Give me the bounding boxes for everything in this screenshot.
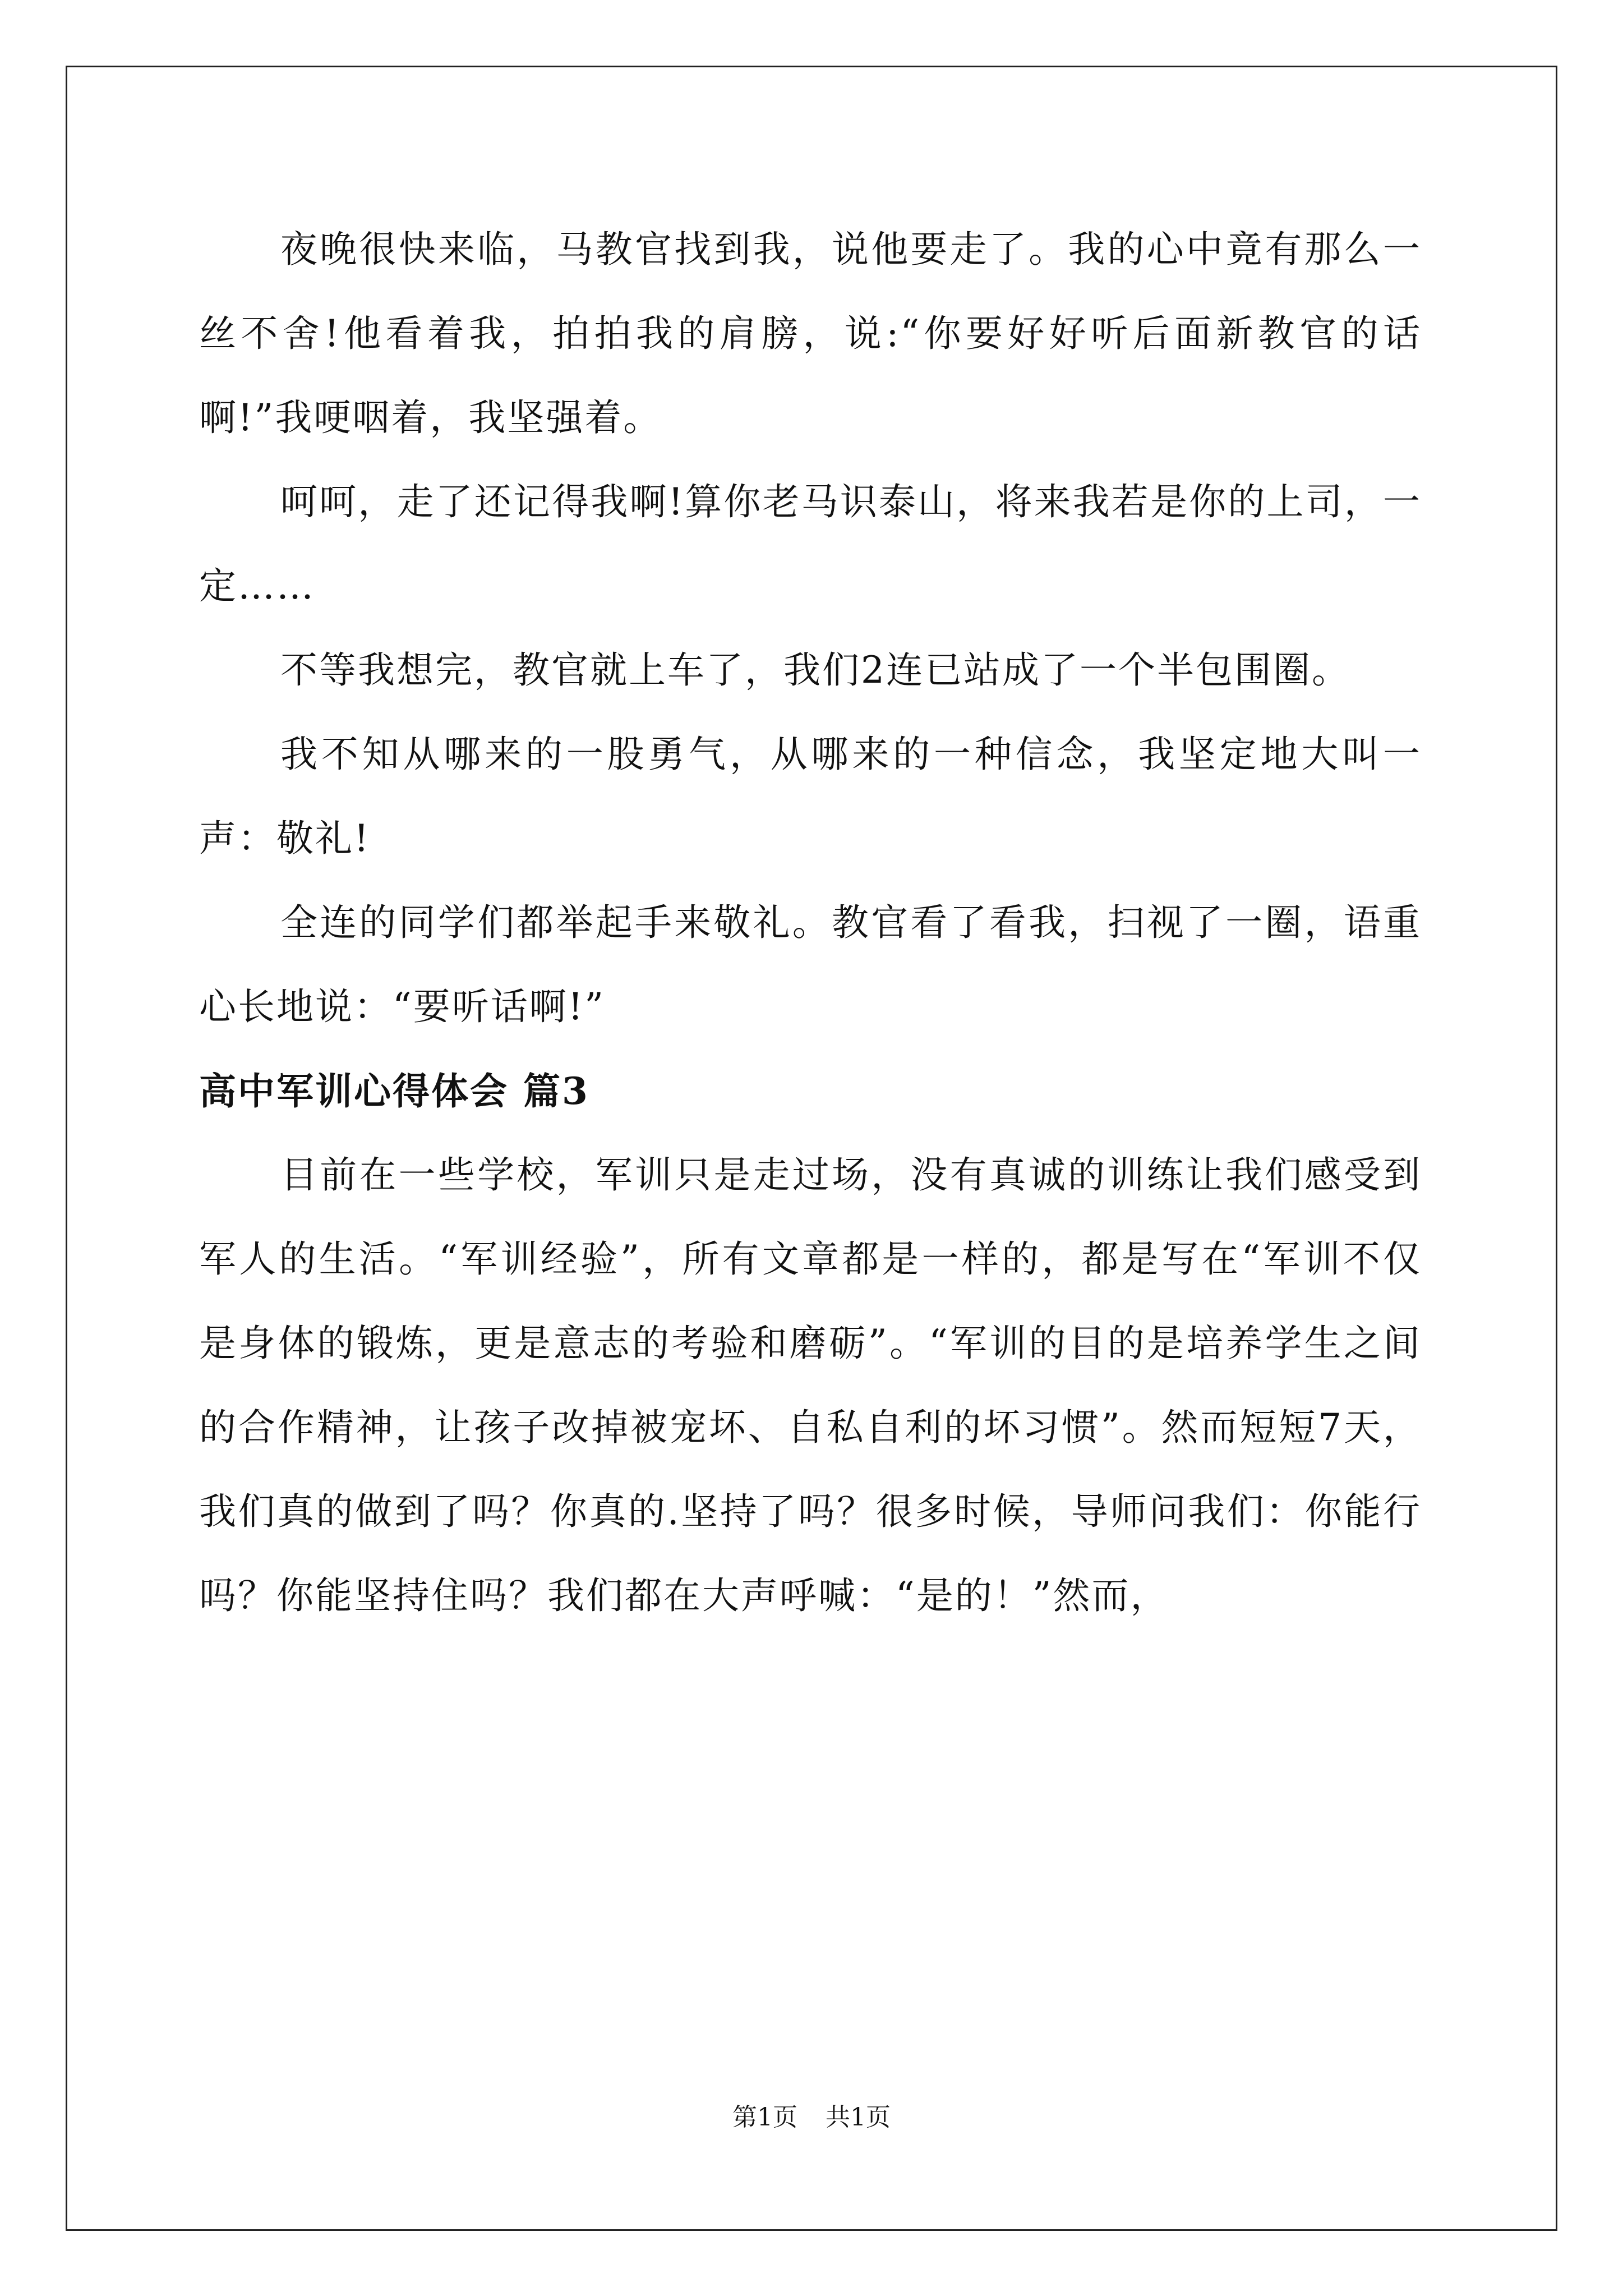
page-number: 第1页 bbox=[732, 2103, 797, 2132]
paragraph: 全连的同学们都举起手来敬礼。教官看了看我，扫视了一圈，语重心长地说：“要听话啊!” bbox=[199, 901, 1422, 1028]
paragraph: 夜晚很快来临，马教官找到我，说他要走了。我的心中竟有那么一丝不舍!他看着我，拍拍我的肩膀，说:“你要好好听后面新教官的话啊!”我哽咽着，我坚强着。 bbox=[199, 228, 1422, 439]
paragraph: 目前在一些学校，军训只是走过场，没有真诚的训练让我们感受到军人的生活。“军训经验”，所有文章都是一样的，都是写在“军训不仅是身体的锻炼，更是意志的考验和磨砺”。“军训的目的是培养学生之间的合作精神，让孩子改掉被宠坏、自私自利的坏习惯”。然而短短7天，我们真的做到了吗？你真的.坚持了吗？很多时候，导师问我们：你能行吗？你能坚持住吗？我们都在大声呼喊：“是的！”然而， bbox=[199, 1153, 1422, 1617]
document-body bbox=[199, 208, 1422, 1638]
paragraph: 呵呵，走了还记得我啊!算你老马识泰山，将来我若是你的上司，一定…… bbox=[199, 480, 1422, 608]
page-total: 共1页 bbox=[826, 2103, 891, 2132]
paragraph: 我不知从哪来的一股勇气，从哪来的一种信念，我坚定地大叫一声：敬礼! bbox=[199, 733, 1422, 860]
paragraph: 不等我想完，教官就上车了，我们2连已站成了一个半包围圈。 bbox=[280, 648, 1350, 692]
page-footer bbox=[0, 2101, 1623, 2134]
section-heading: 高中军训心得体会 篇3 bbox=[199, 1069, 589, 1113]
